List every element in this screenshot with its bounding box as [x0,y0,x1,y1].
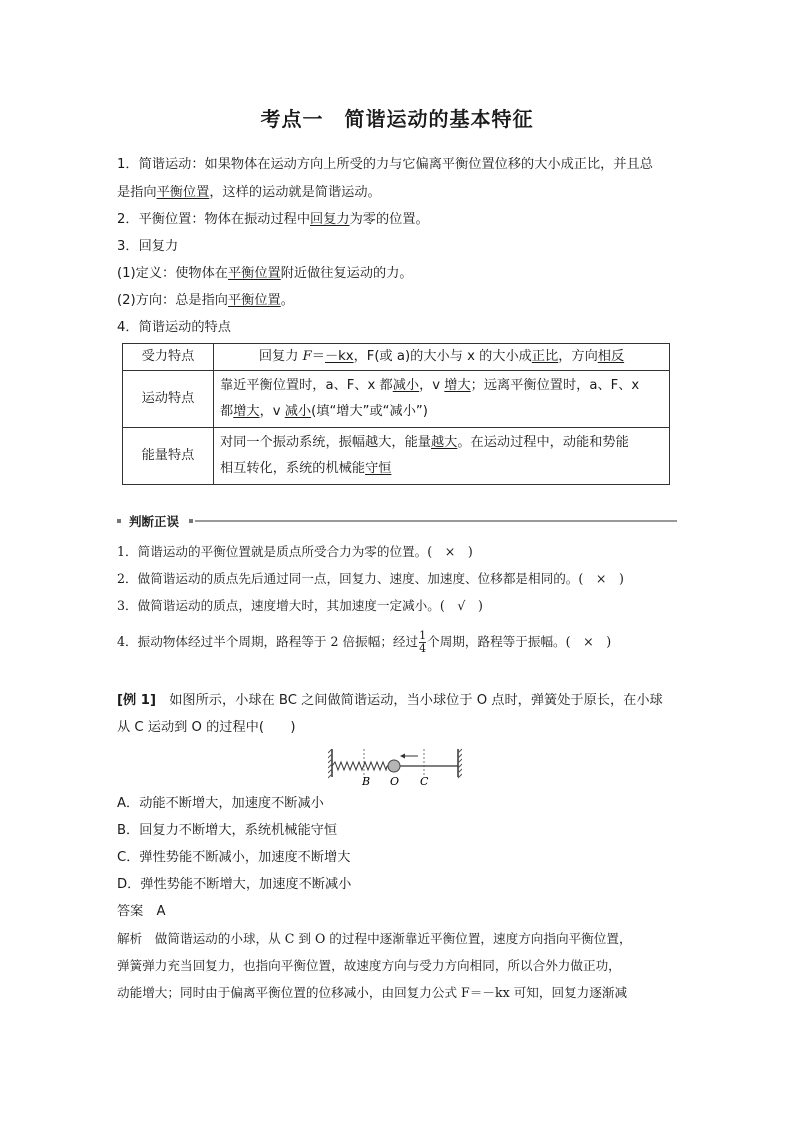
item-3-direction: (2)方向：总是指向平衡位置。 [117,293,294,308]
row-value: 回复力 F＝－kx，F(或 a)的大小与 x 的大小成正比，方向相反 [214,344,670,371]
ball [388,760,400,772]
divider [195,520,677,522]
bullet-square-icon [117,519,121,523]
example-tag: [例 1] [117,693,157,708]
answer: 答案 A [117,904,166,919]
item-3-definition: (1)定义：使物体在平衡位置附近做往复运动的力。 [117,266,413,281]
underline-answer: 平衡位置 [156,185,210,200]
underline-answer: 平衡位置 [228,266,281,281]
option-b: B．回复力不断增大，系统机械能守恒 [117,823,338,838]
judge-label: 判断正误 [129,514,180,529]
judge-question-2: 2．做简谐运动的质点先后通过同一点，回复力、速度、加速度、位移都是相同的。( × ) [117,571,624,586]
row-key: 受力特点 [123,344,214,371]
item-2: 2．平衡位置：物体在振动过程中回复力为零的位置。 [117,212,429,227]
judge-question-3: 3．做简谐运动的质点，速度增大时，其加速度一定减小。( √ ) [117,598,483,613]
fraction: $\frac{1}{4}$ [419,629,427,655]
row-value: 对同一个振动系统，振幅越大，能量越大。在运动过程中，动能和势能 相互转化，系统的机械能守恒 [214,428,670,485]
underline-answer: 回复力 [310,212,350,227]
arrow-head-icon [400,754,405,759]
item-1-line-2: 是指向平衡位置，这样的运动就是简谐运动。 [117,185,381,200]
features-table [122,343,670,485]
spring-ball-diagram [328,745,462,787]
item-1-line-1: 1．简谐运动：如果物体在运动方向上所受的力与它偏离平衡位置位移的大小成正比，并且总 [117,157,653,172]
table-row [123,371,670,428]
item-3: 3．回复力 [117,239,179,254]
table-row [123,344,670,371]
label-B: B [362,775,371,787]
example-line-2: 从 C 运动到 O 的过程中( ) [117,720,296,735]
judge-question-4: 4．振动物体经过半个周期，路程等于 2 倍振幅；经过 $\frac{1}{4}$ 个周期，路程等于振幅。( × ) [117,629,612,655]
option-d: D．弹性势能不断增大，加速度不断减小 [117,877,352,892]
bullet-square-icon [189,519,193,523]
table-row [123,428,670,485]
judge-section-header [117,514,677,528]
row-value: 靠近平衡位置时，a、F、x 都减小，v 增大；远离平衡位置时，a、F、x 都增大，v 减小(填“增大”或“减小”) [214,371,670,428]
analysis-line-1: 解析 做简谐运动的小球，从 C 到 O 的过程中逐渐靠近平衡位置，速度方向指向平衡位置， [117,931,632,946]
option-c: C．弹性势能不断减小，加速度不断增大 [117,850,351,865]
underline-answer: 平衡位置 [228,293,281,308]
example-line-1: [例 1] 如图所示，小球在 BC 之间做简谐运动，当小球位于 O 点时，弹簧处于原长，在小球 [117,693,663,708]
option-a: A．动能不断增大，加速度不断减小 [117,796,324,811]
spring [332,762,387,770]
row-key: 能量特点 [123,428,214,485]
label-C: C [420,775,429,787]
label-O: O [390,775,400,787]
row-key: 运动特点 [123,371,214,428]
analysis-line-2: 弹簧弹力充当回复力，也指向平衡位置，故速度方向与受力方向相同，所以合外力做正功， [117,958,621,973]
item-4: 4．简谐运动的特点 [117,320,231,335]
page-title: 考点一 简谐运动的基本特征 [260,107,534,131]
judge-question-1: 1．简谐运动的平衡位置就是质点所受合力为零的位置。( × ) [117,544,473,559]
analysis-line-3: 动能增大；同时由于偏离平衡位置的位移减小，由回复力公式 F＝－kx 可知，回复力逐渐减 [117,985,628,1000]
